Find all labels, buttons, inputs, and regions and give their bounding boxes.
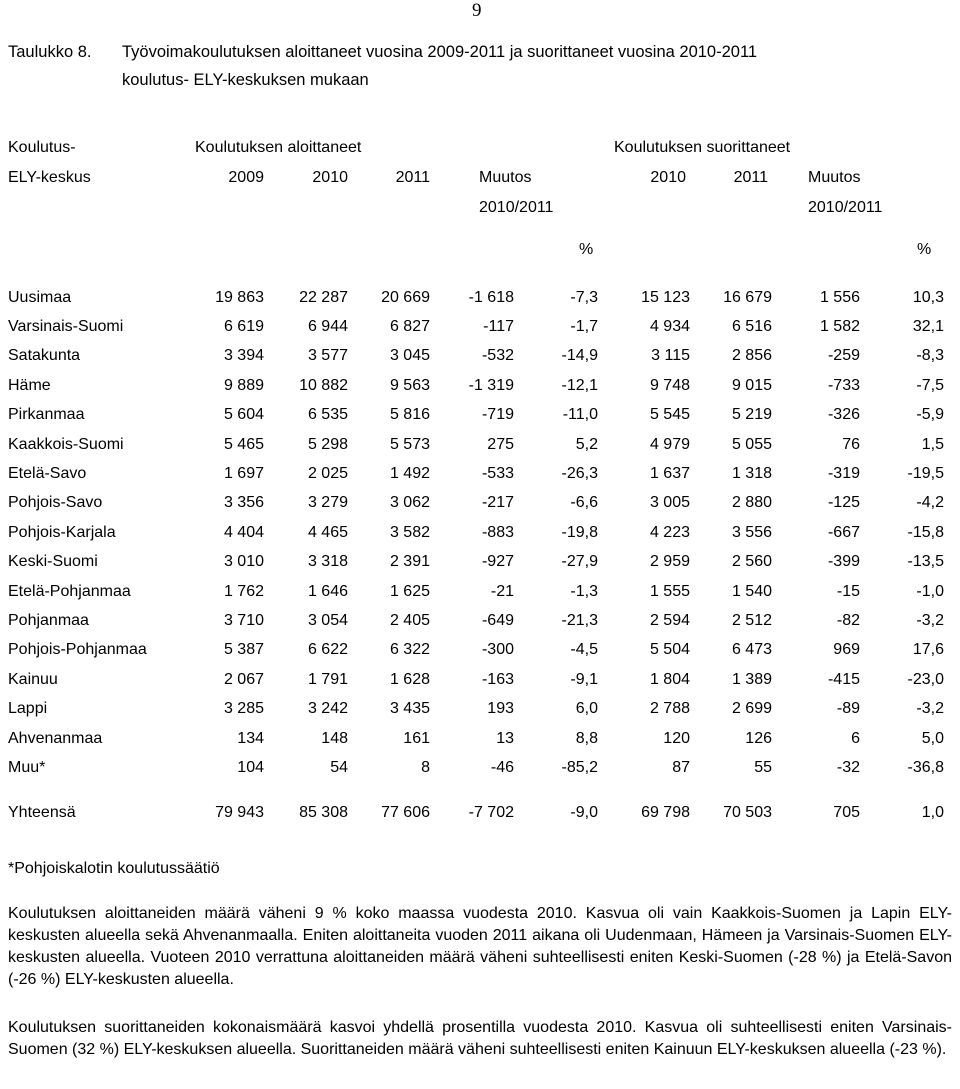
table-cell: 2 880: [731, 494, 772, 512]
table-row: [0, 430, 944, 459]
table-cell: 2 699: [731, 700, 772, 718]
table-row: [0, 371, 944, 400]
table-cell: -1 618: [468, 288, 514, 306]
region-name: Kaakkois-Suomi: [8, 435, 124, 453]
total-cell: -9,0: [570, 803, 598, 821]
footnote: *Pohjoiskalotin koulutussäätiö: [8, 860, 220, 877]
table-cell: 2 788: [649, 700, 690, 718]
table-row: [0, 342, 944, 371]
table-cell: 1,5: [921, 435, 944, 453]
table-cell: -32: [836, 758, 860, 776]
header-2009: 2009: [228, 169, 264, 186]
region-name: Häme: [8, 376, 51, 394]
table-cell: 76: [842, 435, 860, 453]
header-completed-change-period: 2010/2011: [808, 199, 883, 216]
table-cell: 1 646: [307, 582, 348, 600]
total-table: [0, 798, 944, 827]
table-cell: -927: [481, 553, 514, 571]
region-name: Pohjois-Savo: [8, 494, 103, 512]
started-group-header: Koulutuksen aloittaneet: [195, 139, 362, 156]
table-cell: -26,3: [561, 465, 598, 483]
table-cell: 6 827: [389, 318, 430, 336]
table-cell: -19,8: [561, 523, 598, 541]
table-cell: 5 387: [223, 641, 264, 659]
region-name: Etelä-Savo: [8, 465, 87, 483]
table-cell: 1 628: [389, 670, 430, 688]
table-cell: -13,5: [907, 553, 944, 571]
table-cell: 134: [237, 729, 264, 747]
table-cell: -1 319: [468, 376, 514, 394]
table-cell: 9 015: [731, 376, 772, 394]
table-cell: -82: [836, 611, 860, 629]
region-name: Pohjois-Karjala: [8, 523, 116, 541]
total-cell: 85 308: [299, 803, 348, 821]
table-row: [0, 606, 944, 635]
table-cell: 5 465: [223, 435, 264, 453]
table-row: [0, 283, 944, 312]
table-cell: 5 573: [389, 435, 430, 453]
header-change-period: 2010/2011: [479, 199, 554, 216]
table-cell: 120: [663, 729, 690, 747]
table-cell: 3 285: [223, 700, 264, 718]
table-cell: 6 516: [731, 318, 772, 336]
table-cell: -533: [481, 465, 514, 483]
total-cell: 1,0: [921, 803, 944, 821]
table-cell: -733: [827, 376, 860, 394]
table-cell: 1 540: [731, 582, 772, 600]
table-cell: 2 594: [649, 611, 690, 629]
completed-group-header: Koulutuksen suorittaneet: [614, 139, 791, 156]
table-cell: 5 545: [649, 406, 690, 424]
table-cell: 1 492: [389, 465, 430, 483]
total-cell: 705: [833, 803, 860, 821]
table-cell: 3 582: [389, 523, 430, 541]
table-cell: 2 512: [731, 611, 772, 629]
table-cell: 6 619: [223, 318, 264, 336]
header-percent: %: [579, 241, 594, 258]
table-cell: -14,9: [561, 347, 598, 365]
table-cell: 22 287: [299, 288, 348, 306]
table-title-line-2: koulutus- ELY-keskuksen mukaan: [122, 71, 369, 89]
table-cell: 3 115: [651, 347, 690, 365]
table-cell: -7,3: [570, 288, 598, 306]
table-cell: 13: [496, 729, 514, 747]
header-completed-percent: %: [917, 241, 932, 258]
table-cell: 3 394: [223, 347, 264, 365]
table-cell: 6 473: [731, 641, 772, 659]
table-cell: 6 944: [307, 318, 348, 336]
table-cell: 5 604: [223, 406, 264, 424]
table-title-line-1: Työvoimakoulutuksen aloittaneet vuosina 2009-2011 ja suorittaneet vuosina 2010-2011: [122, 43, 758, 61]
region-name: Pohjois-Pohjanmaa: [8, 641, 147, 659]
total-cell: 77 606: [381, 803, 430, 821]
header-completed-2011: 2011: [733, 169, 768, 186]
table-cell: 3 054: [307, 611, 348, 629]
table-cell: 2 405: [389, 611, 430, 629]
table-cell: -5,9: [916, 406, 944, 424]
table-row: [0, 577, 944, 606]
table-cell: 193: [487, 700, 514, 718]
region-name: Pohjanmaa: [8, 611, 89, 629]
table-cell: 1 556: [819, 288, 860, 306]
table-cell: 3 242: [307, 700, 348, 718]
total-cell: 69 798: [641, 803, 690, 821]
table-cell: 2 391: [389, 553, 430, 571]
region-header-line-1: Koulutus-: [8, 139, 76, 156]
total-cell: -7 702: [468, 803, 514, 821]
table-cell: -23,0: [907, 670, 944, 688]
table-cell: -21: [490, 582, 514, 600]
table-cell: -667: [827, 523, 860, 541]
table-cell: 15 123: [641, 288, 690, 306]
table-row: [0, 312, 944, 341]
region-name: Pirkanmaa: [8, 406, 85, 424]
total-row: [0, 798, 944, 827]
region-name: Satakunta: [8, 347, 81, 365]
table-cell: -1,3: [570, 582, 598, 600]
table-cell: 4 223: [649, 523, 690, 541]
table-cell: 10 882: [299, 376, 348, 394]
header-change: Muutos: [479, 169, 532, 186]
table-cell: 1 697: [223, 465, 264, 483]
table-cell: 2 856: [731, 347, 772, 365]
region-name: Kainuu: [8, 670, 58, 688]
table-cell: 5 816: [389, 406, 430, 424]
table-cell: 1 389: [731, 670, 772, 688]
table-cell: 5,2: [575, 435, 598, 453]
table-cell: 3 577: [307, 347, 348, 365]
table-row: [0, 753, 944, 782]
table-cell: 5 298: [307, 435, 348, 453]
region-name: Muu*: [8, 758, 46, 776]
table-cell: -19,5: [907, 465, 944, 483]
table-cell: 1 804: [649, 670, 690, 688]
data-table: [0, 283, 944, 783]
table-cell: 104: [237, 758, 264, 776]
table-cell: -217: [481, 494, 514, 512]
table-cell: -3,2: [916, 611, 944, 629]
table-cell: 19 863: [215, 288, 264, 306]
table-cell: 1 791: [307, 670, 348, 688]
region-name: Keski-Suomi: [8, 553, 98, 571]
table-cell: 2 067: [223, 670, 264, 688]
table-caption: [8, 38, 757, 94]
table-cell: 1 762: [223, 582, 264, 600]
table-cell: 6 622: [307, 641, 348, 659]
table-cell: 3 318: [307, 553, 348, 571]
table-cell: 16 679: [723, 288, 772, 306]
header-completed-2010: 2010: [650, 169, 686, 186]
region-name: Etelä-Pohjanmaa: [8, 582, 131, 600]
table-cell: 1 555: [649, 582, 690, 600]
table-cell: -4,5: [570, 641, 598, 659]
table-cell: -415: [827, 670, 860, 688]
total-cell: 79 943: [215, 803, 264, 821]
table-row: [0, 401, 944, 430]
table-cell: 4 404: [223, 523, 264, 541]
table-cell: -85,2: [561, 758, 598, 776]
table-row: [0, 665, 944, 694]
total-cell: 70 503: [723, 803, 772, 821]
table-cell: -27,9: [561, 553, 598, 571]
table-cell: 1 582: [819, 318, 860, 336]
table-cell: 17,6: [912, 641, 944, 659]
table-cell: 54: [330, 758, 348, 776]
table-row: [0, 636, 944, 665]
table-cell: 2 560: [731, 553, 772, 571]
table-cell: 1 637: [649, 465, 690, 483]
table-cell: 3 435: [389, 700, 430, 718]
region-name: Ahvenanmaa: [8, 729, 103, 747]
table-cell: -89: [836, 700, 860, 718]
table-cell: 148: [321, 729, 348, 747]
table-cell: 55: [754, 758, 772, 776]
paragraph-completed: Koulutuksen suorittaneiden kokonaismäärä kasvoi yhdellä prosentilla vuodesta 2010. Kasvua oli suhteellisesti eniten Varsinais-Suomen (32 %) ELY-keskuksen alueella. Suorittaneiden määrä väheni suhteellisesti eniten Kainuun ELY-keskuksen alueella (-23 %).: [8, 1019, 952, 1058]
table-cell: 2 959: [649, 553, 690, 571]
table-row: [0, 489, 944, 518]
table-cell: 3 010: [223, 553, 264, 571]
table-cell: -9,1: [570, 670, 598, 688]
table-cell: 9 889: [223, 376, 264, 394]
table-cell: 6 535: [307, 406, 348, 424]
region-name: Uusimaa: [8, 288, 72, 306]
table-cell: 5 504: [649, 641, 690, 659]
table-cell: 4 934: [649, 318, 690, 336]
table-cell: 8: [421, 758, 430, 776]
table-cell: -15: [836, 582, 860, 600]
table-cell: -117: [483, 318, 514, 336]
table-cell: 9 748: [649, 376, 690, 394]
table-cell: -3,2: [916, 700, 944, 718]
table-cell: 5 055: [731, 435, 772, 453]
table-cell: -163: [481, 670, 514, 688]
table-cell: 1 625: [389, 582, 430, 600]
table-cell: 3 279: [307, 494, 348, 512]
table-cell: 4 979: [649, 435, 690, 453]
table-cell: -36,8: [907, 758, 944, 776]
region-name: Lappi: [8, 700, 48, 718]
table-cell: -15,8: [907, 523, 944, 541]
table-cell: -719: [481, 406, 514, 424]
table-cell: 3 556: [731, 523, 772, 541]
table-row: [0, 724, 944, 753]
page-number: 9: [472, 0, 482, 21]
header-2011: 2011: [395, 169, 430, 186]
table-cell: 5,0: [921, 729, 944, 747]
table-cell: 126: [745, 729, 772, 747]
table-cell: -21,3: [561, 611, 598, 629]
table-cell: 6: [851, 729, 860, 747]
table-cell: -319: [827, 465, 860, 483]
table-cell: 20 669: [381, 288, 430, 306]
table-cell: 1 318: [731, 465, 772, 483]
table-cell: 4 465: [307, 523, 348, 541]
total-label: Yhteensä: [8, 803, 76, 821]
table-cell: 9 563: [389, 376, 430, 394]
table-cell: 969: [833, 641, 860, 659]
table-cell: 3 356: [223, 494, 264, 512]
table-cell: -649: [481, 611, 514, 629]
table-cell: 87: [672, 758, 690, 776]
table-cell: 6 322: [389, 641, 430, 659]
table-cell: 3 710: [223, 611, 264, 629]
table-cell: 5 219: [731, 406, 772, 424]
table-cell: 8,8: [575, 729, 598, 747]
table-cell: 3 005: [649, 494, 690, 512]
table-cell: 161: [403, 729, 430, 747]
table-cell: -125: [827, 494, 860, 512]
table-cell: -46: [490, 758, 514, 776]
table-cell: 2 025: [307, 465, 348, 483]
table-cell: 32,1: [912, 318, 944, 336]
table-cell: -6,6: [570, 494, 598, 512]
header-2010: 2010: [312, 169, 348, 186]
table-cell: -259: [827, 347, 860, 365]
table-body: [0, 283, 944, 783]
table-cell: -326: [827, 406, 860, 424]
table-cell: 275: [487, 435, 514, 453]
table-cell: -8,3: [916, 347, 944, 365]
table-row: [0, 459, 944, 488]
table-row: [0, 518, 944, 547]
paragraph-started: Koulutuksen aloittaneiden määrä väheni 9 % koko maassa vuodesta 2010. Kasvua oli vain Kaakkois-Suomen ja Lapin ELY-keskusten alueella sekä Ahvenanmaalla. Eniten aloittaneita vuoden 2011 aikana oli Uudenmaan, Hämeen ja Varsinais-Suomen ELY-keskusten alueella. Vuoteen 2010 verrattuna aloittaneiden määrä väheni suhteellisesti eniten Keski-Suomen (-28 %) ja Etelä-Savon (-26 %) ELY-keskusten alueella.: [8, 905, 952, 988]
table-cell: -532: [481, 347, 514, 365]
table-row: [0, 548, 944, 577]
header-completed-change: Muutos: [808, 169, 861, 186]
region-name: Varsinais-Suomi: [8, 318, 124, 336]
table-cell: -399: [827, 553, 860, 571]
table-cell: -12,1: [561, 376, 598, 394]
table-cell: 3 045: [389, 347, 430, 365]
table-cell: 10,3: [912, 288, 944, 306]
region-header-line-2: ELY-keskus: [8, 169, 91, 186]
table-label: Taulukko 8.: [8, 43, 92, 61]
table-cell: 6,0: [575, 700, 598, 718]
table-cell: -7,5: [916, 376, 944, 394]
table-cell: -4,2: [916, 494, 944, 512]
table-cell: -300: [481, 641, 514, 659]
table-cell: -1,0: [916, 582, 944, 600]
table-cell: -1,7: [570, 318, 598, 336]
table-cell: -883: [481, 523, 514, 541]
table-cell: -11,0: [562, 406, 598, 424]
table-cell: 3 062: [389, 494, 430, 512]
table-row: [0, 694, 944, 723]
